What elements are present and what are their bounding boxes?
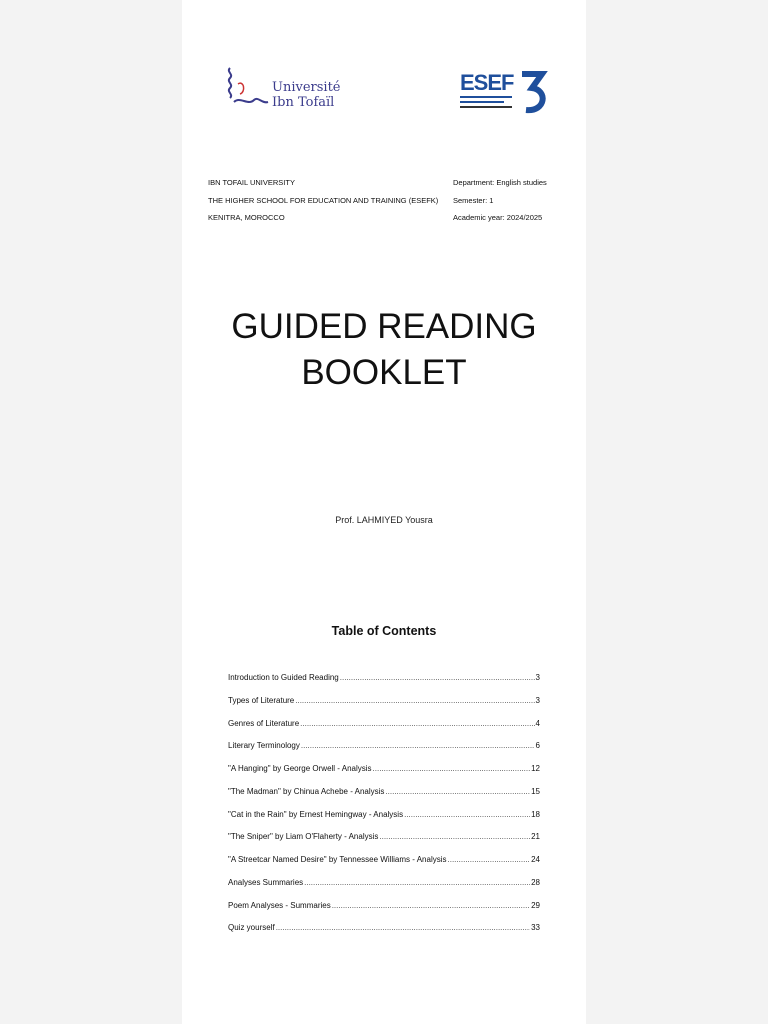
toc-entry-label: Analyses Summaries [228, 877, 304, 887]
toc-entry-label: "Cat in the Rain" by Ernest Hemingway - Analysis [228, 809, 404, 819]
toc-entry-label: Types of Literature [228, 695, 295, 705]
toc-leader-dots [276, 923, 530, 932]
toc-entry[interactable] [228, 878, 540, 901]
toc-leader-dots [340, 673, 535, 682]
toc-entry[interactable] [228, 855, 540, 878]
institution-info [208, 176, 438, 229]
toc-entry-label: Poem Analyses - Summaries [228, 900, 331, 910]
toc-leader-dots [385, 787, 530, 796]
toc-entry-label: "The Sniper" by Liam O'Flaherty - Analysis [228, 832, 379, 842]
department: Department: English studies [453, 178, 547, 187]
toc-leader-dots [373, 764, 531, 773]
toc-leader-dots [379, 832, 530, 841]
toc-entry-page: 4 [535, 718, 540, 728]
toc-leader-dots [295, 696, 534, 705]
toc-entry[interactable] [228, 832, 540, 855]
school-name: THE HIGHER SCHOOL FOR EDUCATION AND TRAINING (ESEFK) [208, 195, 439, 205]
toc-entry[interactable] [228, 787, 540, 810]
toc-entry[interactable] [228, 923, 540, 946]
toc-entry-page: 15 [531, 786, 540, 796]
location: KENITRA, MOROCCO [208, 213, 285, 222]
toc-entry-page: 12 [531, 764, 540, 773]
university-name: IBN TOFAIL UNIVERSITY [208, 178, 295, 187]
toc-entry[interactable] [228, 764, 540, 787]
toc-entry[interactable] [228, 810, 540, 833]
toc-entry[interactable] [228, 696, 540, 719]
toc-entry-page: 33 [531, 923, 540, 933]
toc-heading: Table of Contents [331, 624, 437, 638]
toc-entry[interactable] [228, 741, 540, 764]
semester: Semester: 1 [453, 195, 494, 205]
esef-logo-text: ESEF [460, 70, 514, 95]
university-logo-text: Université Ibn Tofaïl [272, 80, 341, 110]
toc-leader-dots [301, 741, 535, 750]
table-of-contents [228, 673, 540, 946]
toc-entry-page: 3 [535, 673, 540, 682]
toc-entry-label: Quiz yourself [228, 923, 275, 933]
toc-entry-page: 24 [531, 855, 540, 864]
toc-entry-label: Genres of Literature [228, 718, 300, 728]
toc-leader-dots [304, 878, 530, 887]
toc-entry[interactable] [228, 901, 540, 924]
toc-entry-page: 21 [531, 832, 540, 842]
toc-leader-dots [404, 810, 530, 819]
toc-leader-dots [448, 855, 531, 864]
toc-entry-page: 29 [531, 900, 540, 910]
document-title: GUIDED READING BOOKLET [231, 307, 537, 392]
toc-entry[interactable] [228, 719, 540, 742]
toc-entry-label: "A Streetcar Named Desire" by Tennessee Williams - Analysis [228, 855, 447, 864]
toc-entry-label: "The Madman" by Chinua Achebe - Analysis [228, 786, 385, 796]
author: Prof. LAHMIYED Yousra [335, 515, 433, 525]
toc-entry-page: 18 [531, 809, 540, 819]
toc-entry-page: 28 [531, 877, 540, 887]
toc-leader-dots [300, 719, 534, 728]
toc-entry-label: Introduction to Guided Reading [228, 673, 339, 682]
toc-leader-dots [332, 901, 530, 910]
course-info [453, 176, 547, 229]
toc-entry-page: 3 [535, 695, 540, 705]
academic-year: Academic year: 2024/2025 [453, 213, 543, 222]
toc-entry-label: "A Hanging" by George Orwell - Analysis [228, 764, 372, 773]
toc-entry-page: 6 [535, 741, 540, 751]
toc-entry[interactable] [228, 673, 540, 696]
toc-entry-label: Literary Terminology [228, 741, 300, 751]
